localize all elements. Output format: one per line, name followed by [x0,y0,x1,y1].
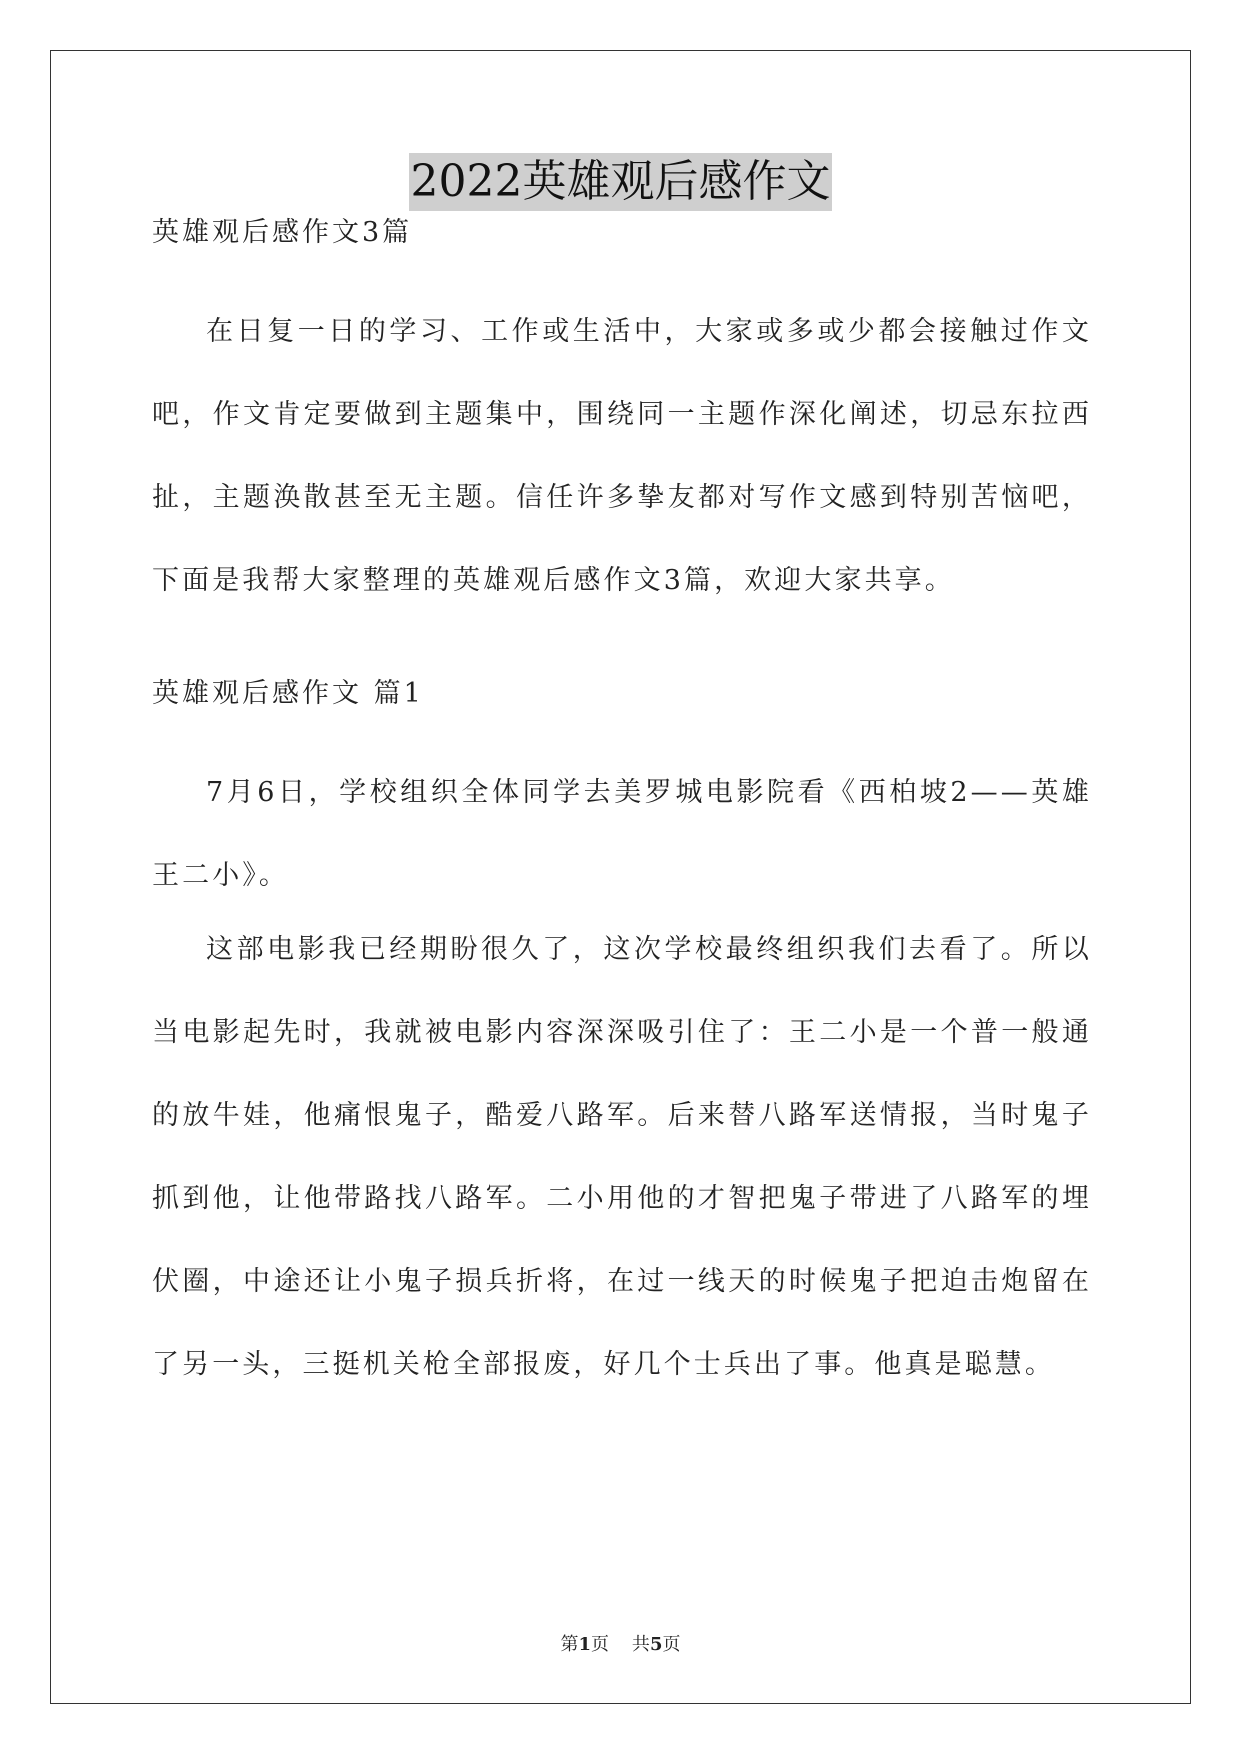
section1-heading: 英雄观后感作文 篇1 [152,678,424,709]
page-footer [0,1630,1241,1656]
footer-current-page: 1 [578,1634,592,1655]
intro-heading: 英雄观后感作文3篇 [152,217,413,248]
document-title: 2022英雄观后感作文 [409,153,833,211]
section1-paragraph-2: 这部电影我已经期盼很久了，这次学校最终组织我们去看了。所以当电影起先时，我就被电影内容深深吸引住了：王二小是一个普一般通的放牛娃，他痛恨鬼子，酷爱八路军。后来替八路军送情报，当时鬼子抓到他，让他带路找八路军。二小用他的才智把鬼子带进了八路军的埋伏圈，中途还让小鬼子损兵折将，在过一线天的时候鬼子把迫击炮留在了另一头，三挺机关枪全部报废，好几个士兵出了事。他真是聪慧。 [152,934,1092,1380]
title-container [0,153,1241,211]
footer-middle: 页 共 [591,1634,650,1655]
intro-paragraph: 在日复一日的学习、工作或生活中，大家或多或少都会接触过作文吧，作文肯定要做到主题集中，围绕同一主题作深化阐述，切忌东拉西扯，主题涣散甚至无主题。信任许多挚友都对写作文感到特别苦恼吧，下面是我帮大家整理的英雄观后感作文3篇，欢迎大家共享。 [152,316,1092,596]
section1-paragraph-1: 7月6日，学校组织全体同学去美罗城电影院看《西柏坡2——英雄王二小》。 [152,777,1092,891]
footer-total-pages: 5 [649,1634,663,1655]
footer-suffix: 页 [662,1634,681,1655]
footer-prefix: 第 [560,1634,579,1655]
